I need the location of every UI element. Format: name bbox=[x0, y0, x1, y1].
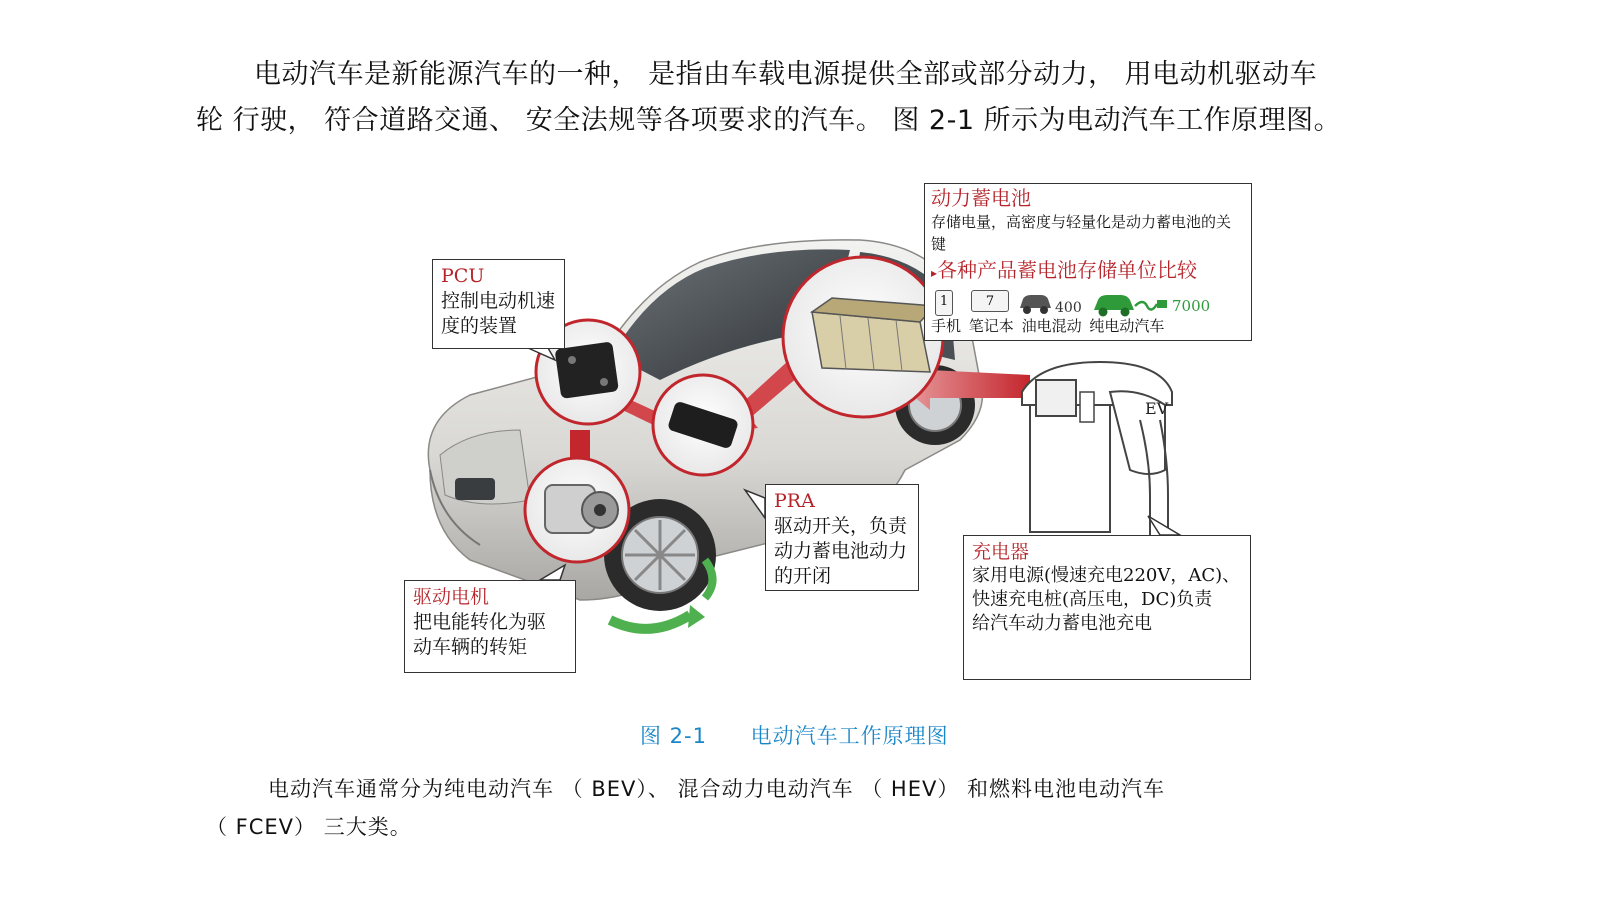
charging-station bbox=[1022, 362, 1172, 540]
laptop-icon: 7 bbox=[971, 290, 1009, 312]
charger-title: 充电器 bbox=[972, 541, 1030, 563]
pra-callout bbox=[765, 484, 919, 591]
battery-compare-heading: ▸ 各种产品蓄电池存储单位比较 bbox=[931, 255, 1245, 288]
intro-line-2: 轮 行驶， 符合道路交通、 安全法规等各项要求的汽车。 图 2-1 所示为电动汽车工作原理图。 bbox=[196, 105, 1342, 136]
device-label-laptop: 笔记本 bbox=[968, 317, 1014, 335]
device-label-phone: 手机 bbox=[931, 317, 962, 335]
hybrid-value: 400 bbox=[1055, 300, 1082, 316]
electric-car-icon bbox=[1091, 290, 1171, 318]
pcu-desc-line-2: 度的装置 bbox=[441, 315, 518, 337]
battery-compare-row bbox=[931, 290, 1247, 316]
closing-paragraph bbox=[206, 770, 1306, 846]
motor-title: 驱动电机 bbox=[413, 586, 490, 608]
caption-text: 电动汽车工作原理图 bbox=[750, 724, 949, 748]
phone-icon: 1 bbox=[935, 290, 953, 316]
motor-desc-line-1: 把电能转化为驱 bbox=[413, 611, 547, 633]
motor-disc bbox=[525, 458, 629, 562]
ev-value: 7000 bbox=[1172, 297, 1211, 315]
battery-device-labels bbox=[931, 317, 1167, 335]
charger-desc-line-2: 快速充电桩(高压电，DC)负责 bbox=[972, 589, 1213, 610]
hybrid-car-icon bbox=[1017, 290, 1053, 316]
figure-caption bbox=[640, 720, 949, 750]
charger-desc-line-1: 家用电源(慢速充电220V，AC)、 bbox=[972, 565, 1241, 586]
device-label-hybrid: 油电混动 bbox=[1021, 317, 1082, 335]
pcu-desc-line-1: 控制电动机速 bbox=[441, 290, 556, 312]
charger-callout bbox=[963, 535, 1251, 680]
intro-line-1: 电动汽车是新能源汽车的一种， 是指由车载电源提供全部或部分动力， 用电动机驱动车 bbox=[254, 59, 1318, 90]
battery-subtitle: 存储电量，高密度与轻量化是动力蓄电池的关键 bbox=[931, 213, 1232, 253]
battery-disc bbox=[783, 257, 943, 417]
pra-disc bbox=[653, 375, 753, 475]
battery-callout bbox=[924, 183, 1252, 341]
pra-desc-line-1: 驱动开关，负责 bbox=[774, 515, 908, 537]
caption-number: 图 2-1 bbox=[640, 724, 707, 748]
motor-callout bbox=[404, 580, 576, 673]
pra-title: PRA bbox=[774, 490, 815, 512]
closing-line-1: 电动汽车通常分为纯电动汽车 （ BEV）、 混合动力电动汽车 （ HEV） 和燃料电池电动汽车 bbox=[268, 777, 1166, 801]
device-label-ev: 纯电动汽车 bbox=[1089, 317, 1165, 335]
pcu-callout bbox=[432, 259, 565, 349]
motor-desc-line-2: 动车辆的转矩 bbox=[413, 636, 528, 658]
pcu-title: PCU bbox=[441, 265, 485, 287]
closing-line-2: （ FCEV） 三大类。 bbox=[206, 815, 412, 839]
battery-title: 动力蓄电池 bbox=[931, 186, 1031, 210]
ev-label: EV bbox=[1145, 399, 1169, 418]
pra-desc-line-3: 的开闭 bbox=[774, 565, 832, 587]
charger-desc-line-3: 给汽车动力蓄电池充电 bbox=[972, 613, 1152, 634]
pra-desc-line-2: 动力蓄电池动力 bbox=[774, 540, 908, 562]
